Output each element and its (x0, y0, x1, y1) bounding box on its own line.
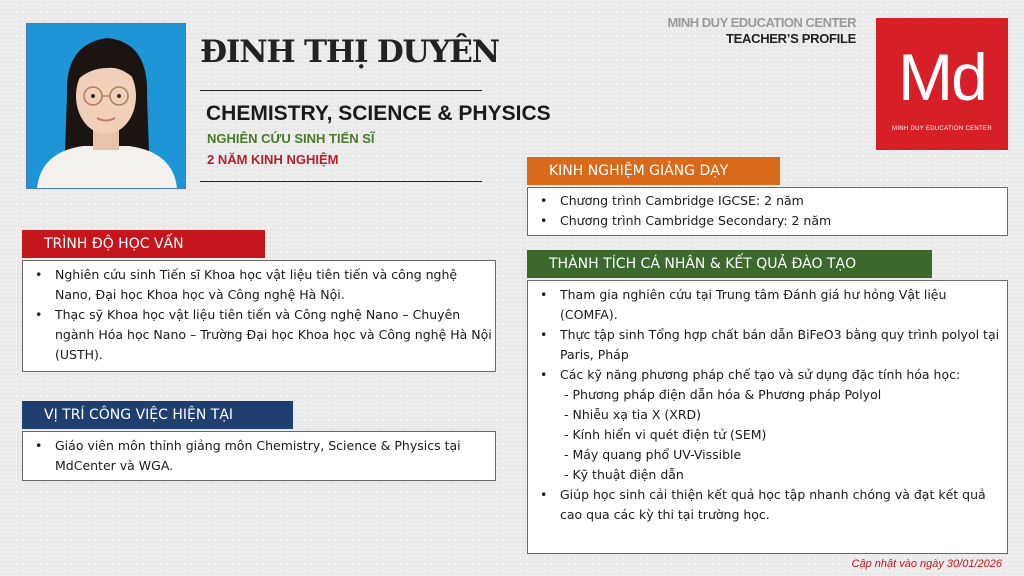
skill-sub-item: - Kỹ thuật điện dẫn (564, 467, 684, 482)
subject-divider (200, 181, 482, 182)
teacher-name: ĐINH THỊ DUYÊN (200, 34, 499, 70)
achievements-list (528, 285, 1007, 525)
teaching-subject: CHEMISTRY, SCIENCE & PHYSICS (206, 102, 551, 125)
experience-years: 2 NĂM KINH NGHIỆM (207, 152, 339, 167)
achievement-item: • Các kỹ năng phương pháp chế tạo và sử dụng đặc tính hóa học: (528, 365, 1007, 385)
profile-title: TEACHER’S PROFILE (726, 31, 856, 46)
education-box (22, 260, 496, 372)
position-item: • Giáo viên môn thỉnh giảng môn Chemistry, Science & Physics tại MdCenter và WGA. (23, 436, 495, 476)
education-item: • Nghiên cứu sinh Tiến sĩ Khoa học vật liệu tiên tiến và công nghệ Nano, Đại học Khoa học và Công nghệ Hà Nội. (23, 265, 495, 305)
education-list (23, 265, 495, 365)
education-heading: TRÌNH ĐỘ HỌC VẤN (22, 230, 265, 258)
skill-sub-item: - Nhiễu xạ tia X (XRD) (564, 407, 702, 422)
teaching-item: • Chương trình Cambridge IGCSE: 2 năm (528, 191, 1007, 211)
teaching-box (527, 187, 1008, 236)
achievement-item: • Tham gia nghiên cứu tại Trung tâm Đánh giá hư hỏng Vật liệu (COMFA). (528, 285, 1007, 325)
teaching-item: • Chương trình Cambridge Secondary: 2 năm (528, 211, 1007, 231)
teaching-heading: KINH NGHIỆM GIẢNG DẠY (527, 157, 780, 185)
position-box (22, 431, 496, 481)
skill-sub-item: - Phương pháp điện dẫn hóa & Phương pháp Polyol (564, 387, 882, 402)
name-divider (200, 90, 482, 91)
achievement-item: • Thực tập sinh Tổng hợp chất bán dẫn BiFeO3 bằng quy trình polyol tại Paris, Pháp (528, 325, 1007, 365)
education-item: • Thạc sỹ Khoa học vật liệu tiên tiến và Công nghệ Nano – Chuyên ngành Hóa học Nano – Trường Đại học Khoa học và Công nghệ Hà Nội (USTH). (23, 305, 495, 365)
degree-label: NGHIÊN CỨU SINH TIẾN SĨ (207, 131, 375, 146)
updated-date: Cập nhật vào ngày 30/01/2026 (851, 558, 1002, 570)
achievement-item: • Giúp học sinh cải thiện kết quả học tập nhanh chóng và đạt kết quả cao qua các kỳ thi tại trường học. (528, 485, 1007, 525)
teacher-photo (26, 23, 186, 189)
teaching-list (528, 191, 1007, 231)
center-name: MINH DUY EDUCATION CENTER (667, 15, 856, 30)
skill-sub-item: - Kính hiển vi quét điện tử (SEM) (564, 427, 767, 442)
center-logo (876, 18, 1008, 150)
position-list (23, 436, 495, 476)
achievements-heading: THÀNH TÍCH CÁ NHÂN & KẾT QUẢ ĐÀO TẠO (527, 250, 932, 278)
skill-sub-item: - Máy quang phổ UV-Vissible (564, 447, 742, 462)
logo-subtitle: MINH DUY EDUCATION CENTER (892, 126, 992, 132)
achievements-box (527, 280, 1008, 554)
logo-mark: Md (898, 40, 986, 114)
position-heading: VỊ TRÍ CÔNG VIỆC HIỆN TẠI (22, 401, 293, 429)
portrait-image (27, 24, 185, 188)
